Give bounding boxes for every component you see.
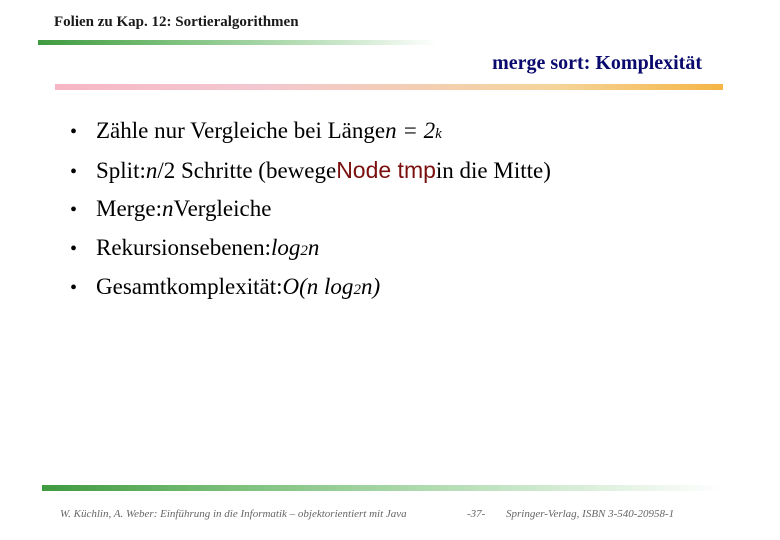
bullet-subscript: 2 [300,243,308,259]
bullet-text: Split: [96,158,146,183]
bullet-item [70,274,551,313]
bullet-text: in die Mitte) [435,158,551,183]
bullet-list [70,118,551,313]
bullet-formula: n [145,158,158,183]
bullet-marker: • [70,121,78,143]
bullet-text: Vergleiche [173,196,272,221]
bullet-formula: n = 2 [385,118,436,143]
title-rule [55,84,723,90]
footer-rule [42,485,722,491]
bullet-marker: • [70,161,78,183]
bullet-item [70,157,551,196]
bullet-text: Zähle nur Vergleiche bei Länge [96,118,386,143]
bullet-text: Merge: [96,196,163,221]
bullet-code: Node tmp [336,157,436,183]
page-number: -37- [467,508,486,520]
bullet-item [70,235,551,274]
bullet-item [70,196,551,235]
bullet-formula: n) [360,274,381,299]
bullet-text: Rekursionsebenen: [96,235,272,260]
bullet-subscript: 2 [353,282,361,298]
header-rule [38,40,438,45]
footer-authors: W. Küchlin, A. Weber: Einführung in die Informatik – objektorientiert mit Java [60,508,407,520]
bullet-marker: • [70,277,78,299]
bullet-marker: • [70,238,78,260]
footer-publisher: Springer-Verlag, ISBN 3-540-20958-1 [506,508,675,520]
bullet-formula: O(n log [282,274,354,299]
bullet-marker: • [70,199,78,221]
bullet-superscript: k [435,126,442,142]
bullet-text: /2 Schritte (bewege [157,158,337,183]
bullet-item [70,118,551,157]
slide-title: merge sort: Komplexität [492,52,702,74]
bullet-formula: log [271,235,301,260]
chapter-header: Folien zu Kap. 12: Sortieralgorithmen [54,14,299,30]
bullet-formula: n [162,196,174,221]
bullet-formula: n [307,235,320,260]
bullet-text: Gesamtkomplexität: [96,274,283,299]
